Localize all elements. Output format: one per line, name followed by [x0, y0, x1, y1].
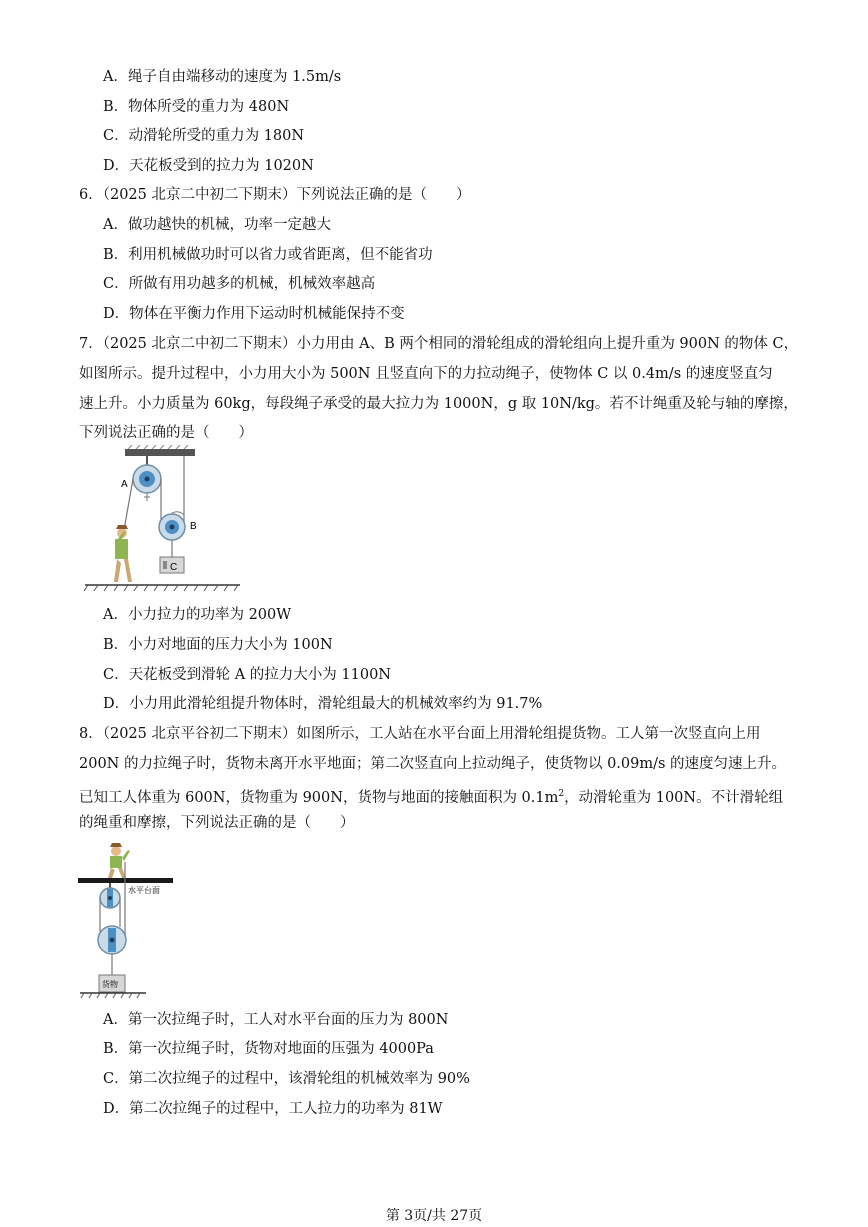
q8-line3-sup: 2: [558, 789, 565, 799]
q8-line3-tail: ，动滑轮重为 100N。不计滑轮组: [564, 789, 784, 806]
q8-option-a: A．第一次拉绳子时，工人对水平台面的压力为 800N: [103, 1012, 449, 1028]
q7-pulley-figure: [80, 445, 250, 595]
q6-option-d: D．物体在平衡力作用下运动时机械能保持不变: [103, 306, 405, 322]
cargo-label: 货物: [102, 980, 118, 989]
q7-stem-line-4: 下列说法正确的是（ ）: [79, 425, 253, 441]
q7-option-d: D．小力用此滑轮组提升物体时，滑轮组最大的机械效率约为 91.7%: [103, 696, 543, 712]
q8-option-d: D．第二次拉绳子的过程中，工人拉力的功率为 81W: [103, 1101, 443, 1117]
q7-option-b: B．小力对地面的压力大小为 100N: [103, 637, 333, 653]
q8-option-b: B．第一次拉绳子时，货物对地面的压强为 4000Pa: [103, 1041, 434, 1057]
q7-stem-line-3: 速上升。小力质量为 60kg，每段绳子承受的最大拉力为 1000N，g 取 10N/kg。若不计绳重及轮与轴的摩擦，: [79, 396, 798, 412]
person-figure: [114, 525, 132, 582]
ceiling-bar: [125, 449, 195, 456]
q8-stem-line-4: 的绳重和摩擦，下列说法正确的是（ ）: [79, 815, 355, 831]
q7-option-a: A．小力拉力的功率为 200W: [103, 607, 292, 623]
q6-option-c: C．所做有用功越多的机械，机械效率越高: [103, 276, 376, 292]
q8-line3-main: 已知工人体重为 600N，货物重为 900N，货物与地面的接触面积为 0.1m: [79, 789, 559, 806]
q8-pulley-figure: [78, 842, 208, 1000]
q5-option-c: C．动滑轮所受的重力为 180N: [103, 128, 305, 144]
q5-option-b: B．物体所受的重力为 480N: [103, 99, 290, 115]
label-c: C: [170, 562, 178, 573]
q5-option-d: D．天花板受到的拉力为 1020N: [103, 158, 314, 174]
q8-stem-line-1: 8．（2025 北京平谷初二下期末）如图所示，工人站在水平台面上用滑轮组提货物。工人第一次竖直向上用: [79, 726, 761, 742]
q8-stem-line-2: 200N 的力拉绳子时，货物未离开水平地面；第二次竖直向上拉动绳子，使货物以 0.09m/s 的速度匀速上升。: [79, 756, 787, 772]
q6-option-b: B．利用机械做功时可以省力或省距离，但不能省功: [103, 247, 433, 263]
q6-option-a: A．做功越快的机械，功率一定越大: [103, 217, 331, 233]
platform-label: 水平台面: [128, 886, 160, 895]
q6-stem: 6．（2025 北京二中初二下期末）下列说法正确的是（ ）: [79, 187, 471, 203]
q8-stem-line-3: [79, 784, 783, 808]
worker-figure: [108, 843, 130, 878]
q5-option-a: A．绳子自由端移动的速度为 1.5m/s: [103, 69, 342, 85]
q7-stem-line-1: 7．（2025 北京二中初二下期末）小力用由 A、B 两个相同的滑轮组成的滑轮组向上提升重为 900N 的物体 C，: [79, 336, 799, 352]
q7-stem-line-2: 如图所示。提升过程中，小力用大小为 500N 且竖直向下的力拉动绳子，使物体 C 以 0.4m/s 的速度竖直匀: [79, 366, 773, 382]
label-a: A: [121, 479, 128, 490]
page-footer: 第 3页/共 27页: [385, 1208, 483, 1224]
q8-option-c: C．第二次拉绳子的过程中，该滑轮组的机械效率为 90%: [103, 1071, 470, 1087]
label-b: B: [190, 521, 197, 532]
q7-option-c: C．天花板受到滑轮 A 的拉力大小为 1100N: [103, 667, 391, 683]
